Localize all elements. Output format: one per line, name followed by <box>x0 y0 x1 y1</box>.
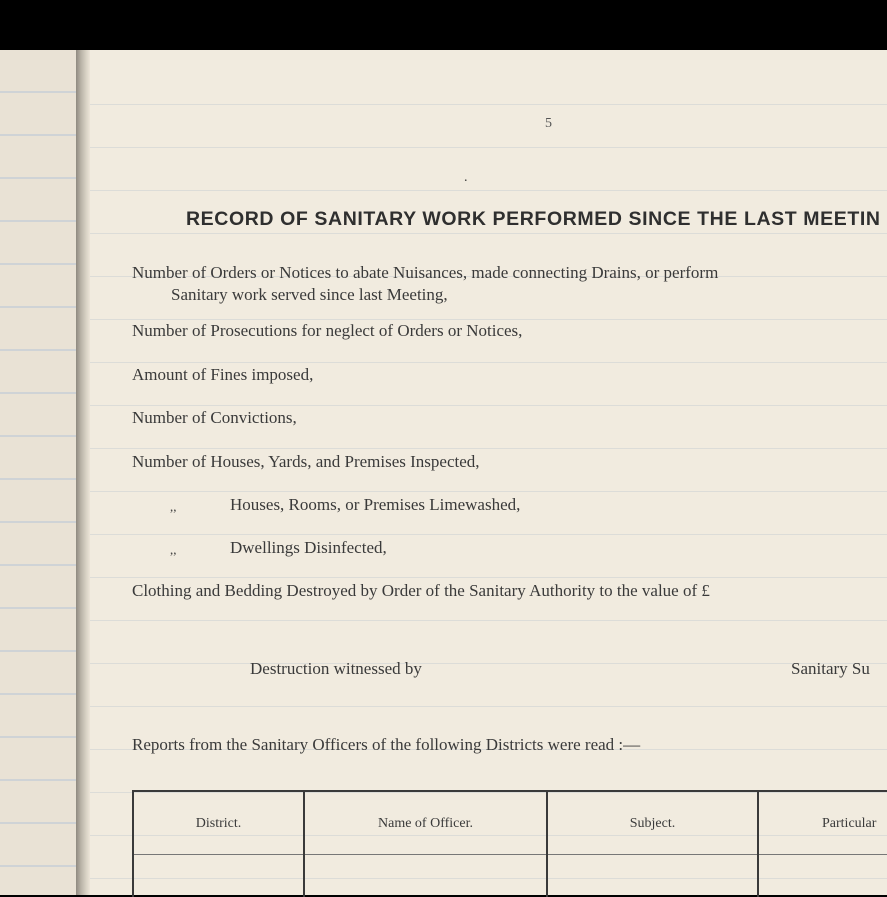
top-black-border <box>0 0 887 50</box>
districts-table <box>132 790 887 897</box>
column-header-officer: Name of Officer. <box>378 816 473 831</box>
left-page-edge <box>0 50 78 895</box>
book-gutter <box>76 50 90 895</box>
column-divider <box>546 792 548 897</box>
page-number: 5 <box>545 116 552 131</box>
column-divider <box>757 792 759 897</box>
convictions-line: Number of Convictions, <box>132 408 297 427</box>
column-header-particulars: Particular <box>822 816 877 831</box>
column-header-district: District. <box>195 816 242 831</box>
column-header-subject: Subject. <box>629 816 676 831</box>
reports-line: Reports from the Sanitary Officers of the following Districts were read :— <box>132 735 641 754</box>
prosecutions-line: Number of Prosecutions for neglect of Orders or Notices, <box>132 321 523 340</box>
fines-line: Amount of Fines imposed, <box>132 365 314 384</box>
disinfected-line: Dwellings Disinfected, <box>230 538 387 557</box>
sanitary-superintendent-label: Sanitary Su <box>791 659 870 678</box>
ledger-page <box>90 50 887 895</box>
orders-line-2: Sanitary work served since last Meeting, <box>171 285 448 304</box>
limewashed-line: Houses, Rooms, or Premises Limewashed, <box>230 495 521 514</box>
clothing-line: Clothing and Bedding Destroyed by Order of the Sanitary Authority to the value of £ <box>132 581 710 600</box>
inspected-line: Number of Houses, Yards, and Premises Inspected, <box>132 452 480 471</box>
destruction-witnessed-line: Destruction witnessed by <box>250 659 422 678</box>
ditto-mark: ,, <box>170 499 177 514</box>
ditto-mark: ,, <box>170 542 177 557</box>
page-heading: RECORD OF SANITARY WORK PERFORMED SINCE THE LAST MEETIN <box>186 208 881 230</box>
orders-line-1: Number of Orders or Notices to abate Nuisances, made connecting Drains, or perform <box>132 263 719 282</box>
ink-dot: . <box>464 170 468 185</box>
table-header-divider <box>134 854 887 855</box>
column-divider <box>303 792 305 897</box>
